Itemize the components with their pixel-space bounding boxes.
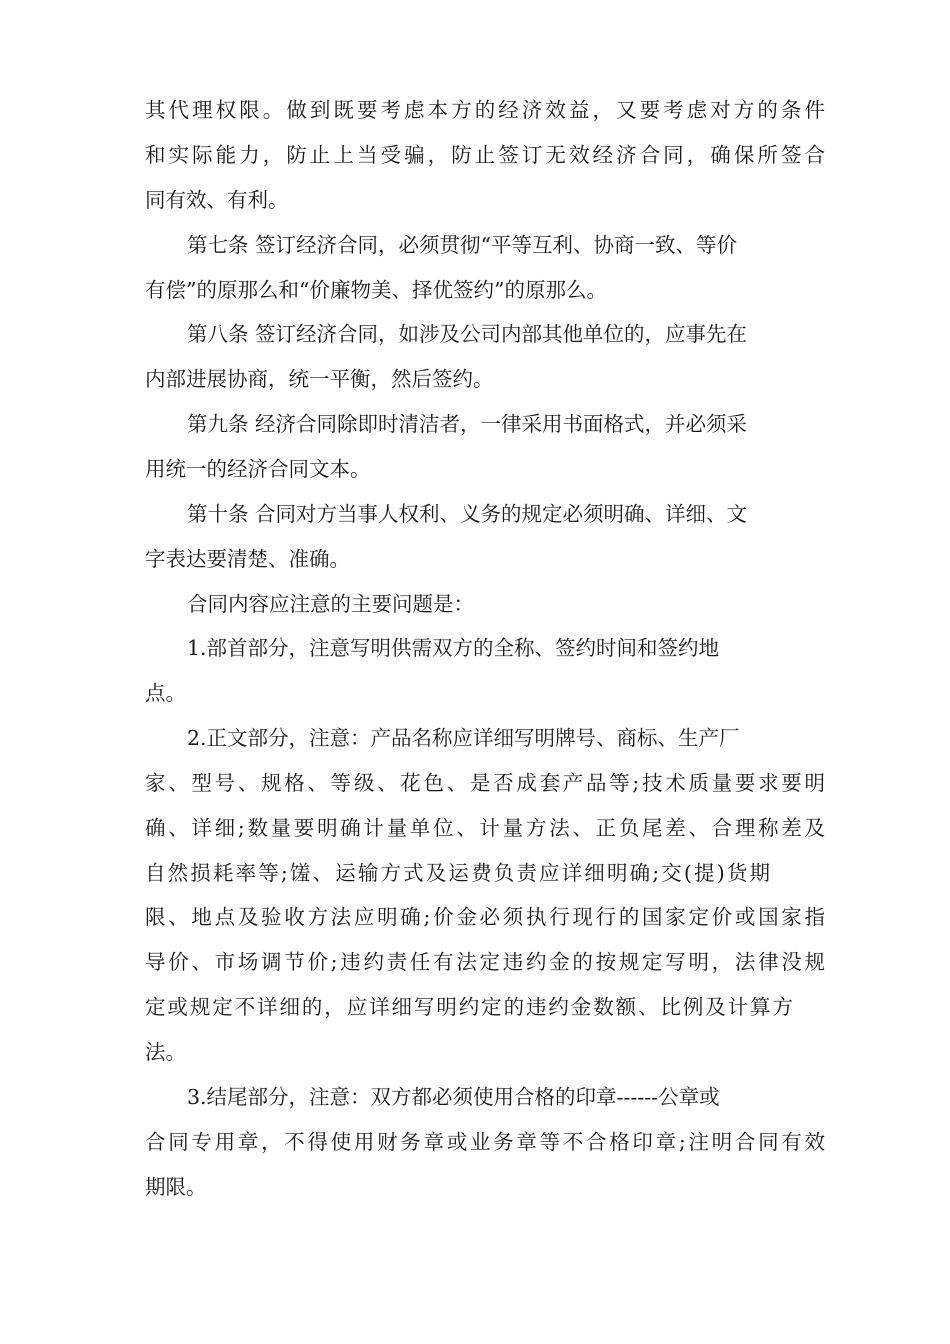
- text-line: 自然损耗率等;馐、运输方式及运费负责应详细明确;交(提)货期: [145, 861, 770, 885]
- item-one-line: 1.部首部分，注意写明供需双方的全称、签约时间和签约地: [187, 636, 720, 660]
- article-seven-line: 第七条 签订经济合同，必须贯彻“平等互利、协商一致、等价: [187, 233, 737, 257]
- article-nine-line: 第九条 经济合同除即时清洁者，一律采用书面格式，并必须采: [187, 412, 748, 436]
- text-line: 确、详细;数量要明确计量单位、计量方法、正负尾差、合理称差及: [145, 816, 825, 840]
- text-line: 内部进展协商，统一平衡，然后签约。: [145, 367, 494, 391]
- text-line: 其代理权限。做到既要考虑本方的经济效益，又要考虑对方的条件: [145, 98, 825, 122]
- item-two-line: 2.正文部分，注意：产品名称应详细写明牌号、商标、生产厂: [187, 726, 740, 750]
- text-line: 合同专用章，不得使用财务章或业务章等不合格印章;注明合同有效: [145, 1130, 825, 1154]
- text-line: 法。: [145, 1040, 186, 1064]
- article-eight-line: 第八条 签订经济合同，如涉及公司内部其他单位的，应事先在: [187, 322, 748, 346]
- text-line: 和实际能力，防止上当受骗，防止签订无效经济合同，确保所签合: [145, 143, 825, 167]
- text-line: 导价、市场调节价;违约责任有法定违约金的按规定写明，法律没规: [145, 950, 825, 974]
- text-line: 用统一的经济合同文本。: [145, 457, 371, 481]
- text-line: 有偿”的原那么和“价廉物美、择优签约”的原那么。: [145, 278, 607, 302]
- text-line: 期限。: [145, 1175, 207, 1199]
- item-three-line: 3.结尾部分，注意：双方都必须使用合格的印章------公章或: [187, 1085, 720, 1109]
- text-line: 定或规定不详细的，应详细写明约定的违约金数额、比例及计算方: [145, 995, 793, 1019]
- text-line: 同有效、有利。: [145, 188, 289, 212]
- article-ten-line: 第十条 合同对方当事人权利、义务的规定必须明确、详细、文: [187, 502, 748, 526]
- text-line: 限、地点及验收方法应明确;价金必须执行现行的国家定价或国家指: [145, 905, 825, 929]
- text-line: 家、型号、规格、等级、花色、是否成套产品等;技术质量要求要明: [145, 771, 825, 795]
- text-line: 字表达要清楚、准确。: [145, 547, 350, 571]
- section-heading-line: 合同内容应注意的主要问题是：: [187, 592, 474, 616]
- text-line: 点。: [145, 681, 186, 705]
